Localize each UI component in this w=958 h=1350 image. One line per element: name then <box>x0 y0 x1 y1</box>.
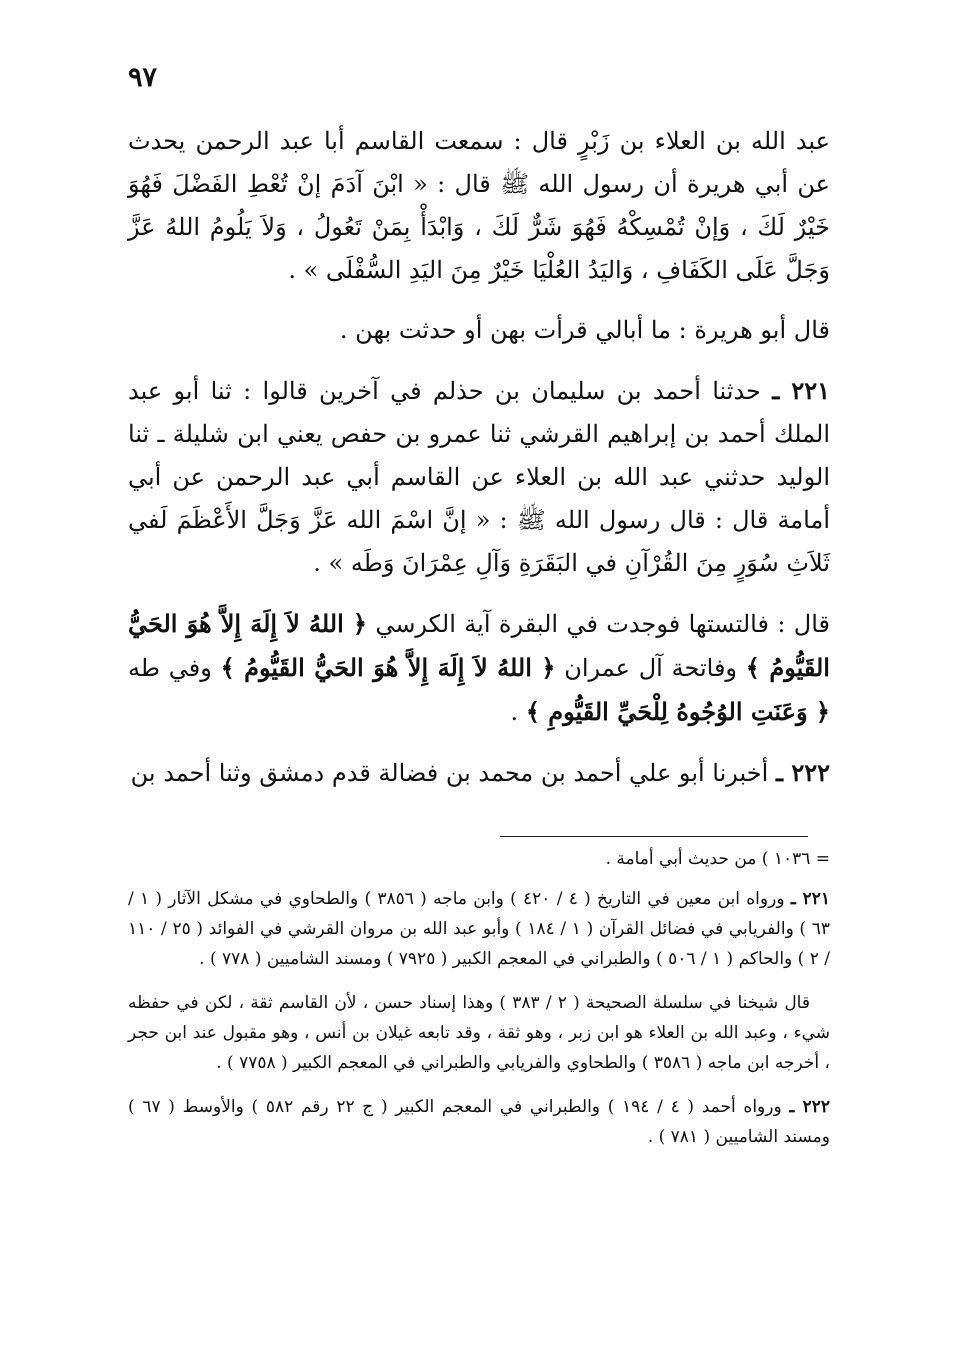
quran-verse-ayat-al-kursi: ﴿ اللهُ لاَ إِلَهَ إِلاَّ هُوَ الحَيُّ القَيُّومُ ﴾ <box>128 609 830 682</box>
paragraph-text: أخبرنا أبو علي أحمد بن محمد بن فضالة قدم دمشق وثنا أحمد بن <box>130 759 769 787</box>
paragraph-text: عبد الله بن العلاء بن زَبْرٍ قال : سمعت القاسم أبا عبد الرحمن يحدث عن أبي هريرة أن رسول الله ﷺ قال : « ابْنَ آدَمَ إنْ تُعْطِ الفَضْلَ فَهُوَ خَيْرٌ لَكَ ، وَإنْ تُمْسِكْهُ فَهُوَ شَرٌّ لَكَ ، وَابْدَأْ بِمَنْ تَعُولُ ، وَلاَ يَلُومُ اللهُ عَزَّ وَجَلَّ عَلَى الكَفَافِ ، وَاليَدُ العُلْيَا خَيْرٌ مِنَ اليَدِ السُّفْلَى » . <box>128 127 830 284</box>
footnote-text: = ١٠٣٦ ) من حديث أبي أمامة . <box>605 849 830 869</box>
paragraph-intro: قال : فالتستها فوجدت في البقرة آية الكرسي <box>375 610 830 638</box>
footnote-number: ٢٢١ ـ <box>790 889 830 909</box>
paragraph-middle: وفاتحة آل عمران <box>564 654 738 682</box>
footnote-continuation <box>128 844 830 874</box>
footnote-text: ورواه ابن معين في التاريخ ( ٤ / ٤٢٠ ) وابن ماجه ( ٣٨٥٦ ) والطحاوي في مشكل الآثار ( ١ / ٦٣ ) والفريابي في فضائل القرآن ( ١ / ١٨٤ ) وأبو عبد الله بن مروان القرشي في الفوائد ( ٢٥ / ١١٠ / ٢ ) والحاكم ( ١ / ٥٠٦ ) والطبراني في المعجم الكبير ( ٧٩٢٥ ) ومسند الشاميين ( ٧٧٨ ) . <box>128 889 830 969</box>
paragraph-verses <box>128 602 830 734</box>
footnote-text: قال شيخنا في سلسلة الصحيحة ( ٢ / ٣٨٣ ) وهذا إسناد حسن ، لأن القاسم ثقة ، لكن في حفظه شيء ، وعبد الله بن العلاء هو ابن زبر ، وهو ثقة ، وقد تابعه غيلان بن أنس ، وهو مقبول عند ابن حجر ، أخرجه ابن ماجه ( ٣٥٨٦ ) والطحاوي والفريابي والطبراني في المعجم الكبير ( ٧٧٥٨ ) . <box>128 993 830 1073</box>
paragraph-hadith-continuation <box>128 120 830 292</box>
hadith-number: ٢٢١ ـ <box>772 376 831 405</box>
paragraph-abu-hurayra-remark <box>128 309 830 352</box>
footnote-text: ورواه أحمد ( ٤ / ١٩٤ ) والطبراني في المعجم الكبير ( ج ٢٢ رقم ٥٨٢ ) والأوسط ( ٦٧ ) ومسند الشاميين ( ٧٨١ ) . <box>128 1097 830 1147</box>
footnote-number: ٢٢٢ ـ <box>789 1097 830 1117</box>
paragraph-hadith-222 <box>128 751 830 795</box>
footnotes <box>128 844 830 1166</box>
footnote-221 <box>128 884 830 974</box>
main-text <box>128 120 830 812</box>
quran-verse-taha: ﴿ وَعَنَتِ الوُجُوهُ لِلْحَيِّ القَيُّومِ ﴾ <box>525 697 830 726</box>
footnote-221-commentary <box>128 988 830 1078</box>
paragraph-text: حدثنا أحمد بن سليمان بن حذلم في آخرين قالوا : ثنا أبو عبد الملك أحمد بن إبراهيم القرشي ثنا عمرو بن حفص يعني ابن شليلة ـ ثنا الوليد حدثني عبد الله بن العلاء عن القاسم أبي عبد الرحمن عن أبي أمامة قال : قال رسول الله ﷺ : « إنَّ اسْمَ الله عَزَّ وَجَلَّ الأَعْظَمَ لَفي ثَلاَثِ سُوَرٍ مِنَ القُرْآنِ في البَقَرَةِ وَآلِ عِمْرَانَ وَطَه » . <box>128 377 830 577</box>
paragraph-end: . <box>510 698 519 726</box>
paragraph-middle-2: وفي طه <box>128 654 212 682</box>
footnote-separator <box>500 836 808 837</box>
page-number: ٩٧ <box>128 62 158 93</box>
paragraph-text: قال أبو هريرة : ما أبالي قرأت بهن أو حدثت بهن . <box>339 316 830 344</box>
paragraph-hadith-221 <box>128 369 830 585</box>
hadith-number: ٢٢٢ ـ <box>775 758 830 787</box>
footnote-222 <box>128 1092 830 1152</box>
quran-verse-al-imran: ﴿ اللهُ لاَ إِلَهَ إِلاَّ هُوَ الحَيُّ القَيُّومُ ﴾ <box>220 653 556 682</box>
